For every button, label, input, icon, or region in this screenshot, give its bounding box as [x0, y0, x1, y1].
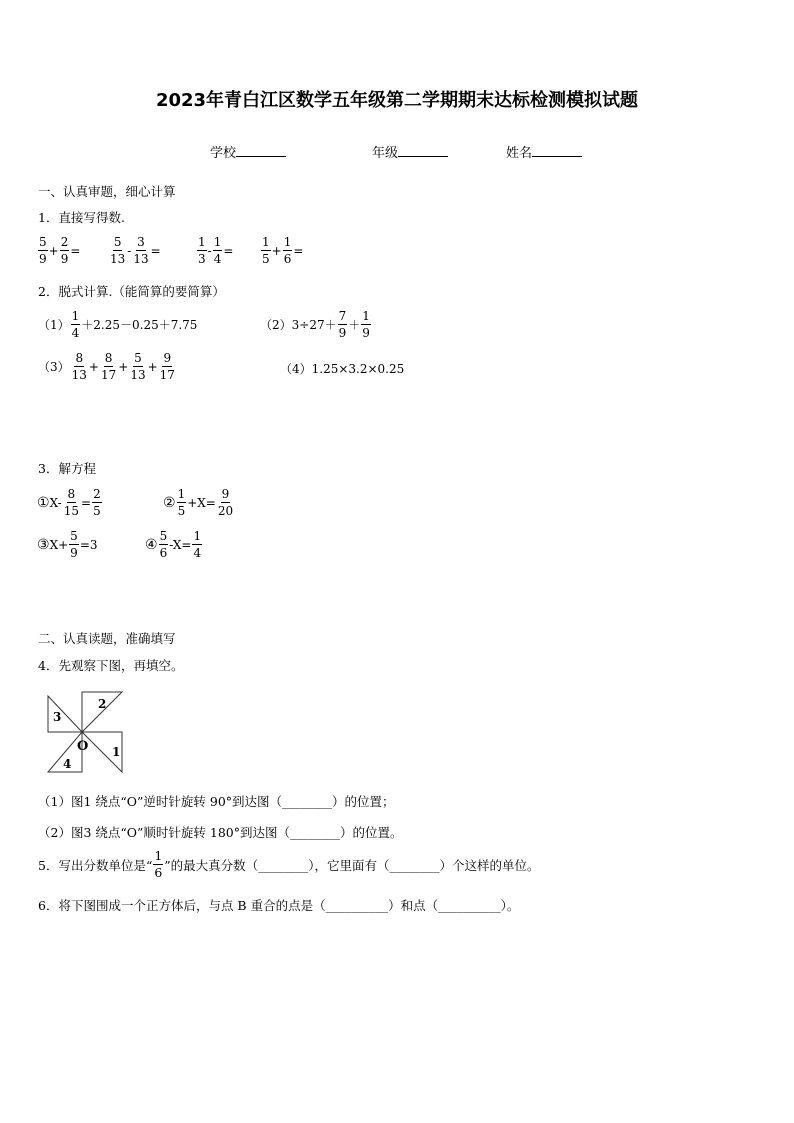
label-o: O — [77, 739, 89, 754]
q2-title: 2．脱式计算.（能简算的要简算） — [38, 284, 225, 299]
label-4: 4 — [63, 757, 72, 771]
grade-label: 年级 — [372, 146, 399, 161]
name-blank[interactable] — [532, 144, 582, 157]
label-2: 2 — [98, 697, 107, 711]
q1-item-4: $\frac{1}{5}$ + $\frac{1}{6}$ = — [262, 235, 304, 266]
section-1-heading: 一、认真审题，细心计算 — [38, 184, 176, 199]
q4-title: 4．先观察下图，再填空。 — [38, 658, 184, 673]
school-label: 学校 — [210, 146, 237, 161]
section-2-heading: 二、认真读题，准确填写 — [38, 631, 176, 646]
pinwheel-diagram — [46, 690, 126, 774]
pinwheel-figure — [46, 690, 126, 777]
q6: 6．将下图围成一个正方体后，与点 B 重合的点是（__________）和点（__________）。 — [38, 898, 520, 913]
page-title: 2023年青白江区数学五年级第二学期期末达标检测模拟试题 — [155, 90, 639, 111]
q3-equation-3: ③ X+ $\frac{5}{9}$ =3 — [37, 529, 98, 560]
q3-equation-2: ② $\frac{1}{5}$ +X= $\frac{9}{20}$ — [163, 487, 234, 518]
q5: 5．写出分数单位是“ $\frac{1}{6}$ ”的最大真分数（________），它里面有（________）个这样的单位。 — [38, 848, 540, 880]
name-field — [506, 142, 582, 161]
q4-subquestion-1: （1）图1 绕点“O”逆时针旋转 90°到达图（________）的位置； — [38, 794, 395, 809]
q3-title: 3．解方程 — [38, 461, 96, 476]
q2-part-4: （4）1.25×3.2×0.25 — [280, 362, 405, 376]
label-1: 1 — [112, 745, 121, 759]
grade-blank[interactable] — [398, 144, 448, 157]
q1-item-3: $\frac{1}{3}$ - $\frac{1}{4}$ = — [198, 235, 234, 266]
q2-part-3: （3） $\frac{8}{13}$ + $\frac{8}{17}$ + $\frac{5}{13}$ + $\frac{9}{17}$ — [38, 351, 175, 382]
q1-item-1: $\frac{5}{9}$ + $\frac{2}{9}$ = — [39, 235, 81, 266]
grade-field — [372, 142, 448, 161]
q3-equation-1: ① X- $\frac{8}{15}$ = $\frac{2}{5}$ — [37, 487, 101, 518]
name-label: 姓名 — [506, 146, 533, 161]
q2-part-1: （1） $\frac{1}{4}$ ＋2.25－0.25＋7.75 — [38, 309, 198, 340]
q3-equation-4: ④ $\frac{5}{6}$ -X= $\frac{1}{4}$ — [145, 529, 202, 560]
school-field — [210, 142, 286, 161]
q4-subquestion-2: （2）图3 绕点“O”顺时针旋转 180°到达图（________）的位置。 — [38, 825, 403, 840]
q2-part-2: （2）3÷27＋ $\frac{7}{9}$ ＋ $\frac{1}{9}$ — [260, 309, 370, 340]
school-blank[interactable] — [236, 144, 286, 157]
q1-title: 1．直接写得数. — [38, 210, 125, 225]
label-3: 3 — [53, 710, 62, 724]
q1-item-2: $\frac{5}{13}$ - $\frac{3}{13}$ = — [110, 235, 161, 266]
